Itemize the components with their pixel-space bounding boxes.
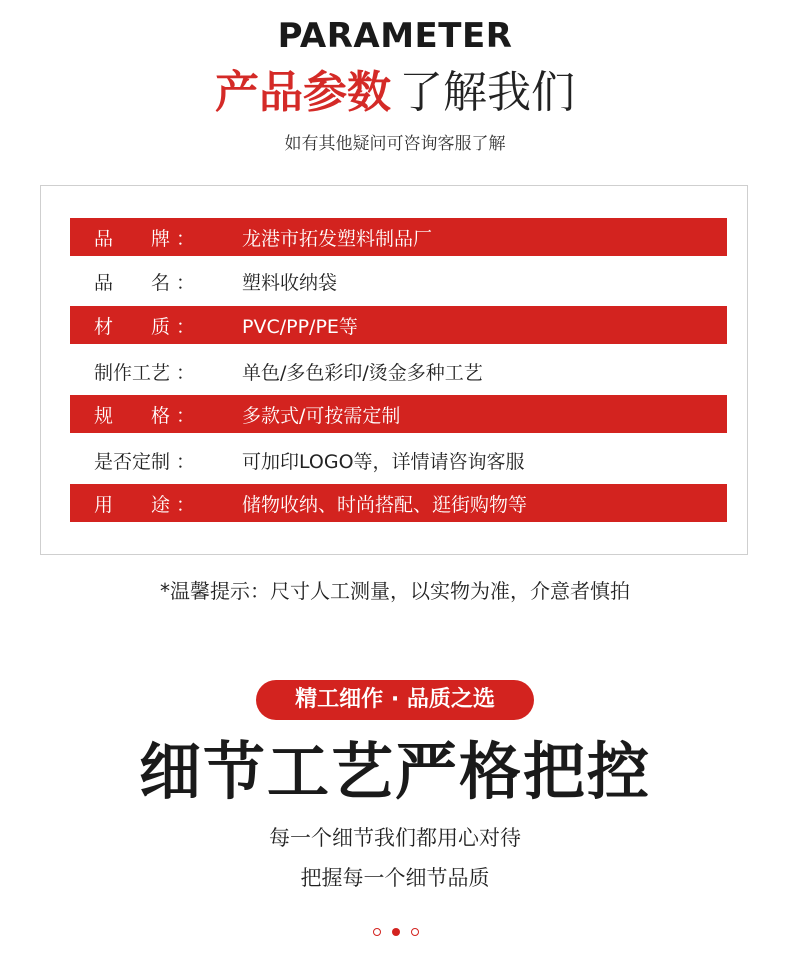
param-label: 规 格 [94, 404, 171, 427]
carousel-dots [370, 928, 422, 940]
detail-line-1: 每一个细节我们都用心对待 [269, 826, 521, 850]
detail-line-2: 把握每一个细节品质 [300, 866, 490, 890]
param-colon: ： [176, 271, 196, 294]
param-colon: ： [176, 227, 196, 250]
param-value: 单色/多色彩印/烫金多种工艺 [242, 361, 483, 384]
dot-active-icon[interactable] [392, 928, 400, 936]
param-row-custom [70, 441, 727, 479]
param-row-craft [70, 352, 727, 390]
param-row-brand [70, 218, 727, 256]
subtitle: 如有其他疑问可咨询客服了解 [284, 134, 506, 154]
detail-title: 细节工艺严格把控 [138, 735, 651, 808]
param-colon: ： [176, 315, 196, 338]
param-colon: ： [176, 361, 196, 384]
param-value: PVC/PP/PE等 [242, 315, 358, 338]
chinese-title-dark: 了解我们 [399, 67, 575, 118]
param-colon: ： [176, 493, 196, 516]
chinese-title [0, 66, 790, 120]
param-row-name [70, 262, 727, 300]
chinese-title-red: 产品参数 [215, 67, 391, 118]
param-label: 品 牌 [94, 227, 171, 250]
param-label: 用 途 [94, 493, 171, 516]
size-note: *温馨提示：尺寸人工测量，以实物为准，介意者慎拍 [160, 579, 630, 603]
param-label: 品 名 [94, 271, 171, 294]
param-value: 龙港市拓发塑料制品厂 [242, 227, 433, 250]
dot-icon[interactable] [411, 928, 419, 936]
param-value: 储物收纳、时尚搭配、逛街购物等 [242, 493, 528, 516]
param-colon: ： [176, 404, 196, 427]
param-label: 是否定制 [94, 450, 171, 473]
param-row-spec [70, 395, 727, 433]
param-value: 塑料收纳袋 [242, 271, 338, 294]
param-label: 制作工艺 [94, 361, 171, 384]
param-value: 可加印LOGO等，详情请咨询客服 [242, 450, 525, 473]
param-label: 材 质 [94, 315, 171, 338]
english-title: PARAMETER [277, 16, 513, 56]
quality-badge: 精工细作 · 品质之选 [256, 680, 534, 720]
dot-icon[interactable] [373, 928, 381, 936]
param-colon: ： [176, 450, 196, 473]
param-row-usage [70, 484, 727, 522]
param-row-material [70, 306, 727, 344]
param-value: 多款式/可按需定制 [242, 404, 401, 427]
